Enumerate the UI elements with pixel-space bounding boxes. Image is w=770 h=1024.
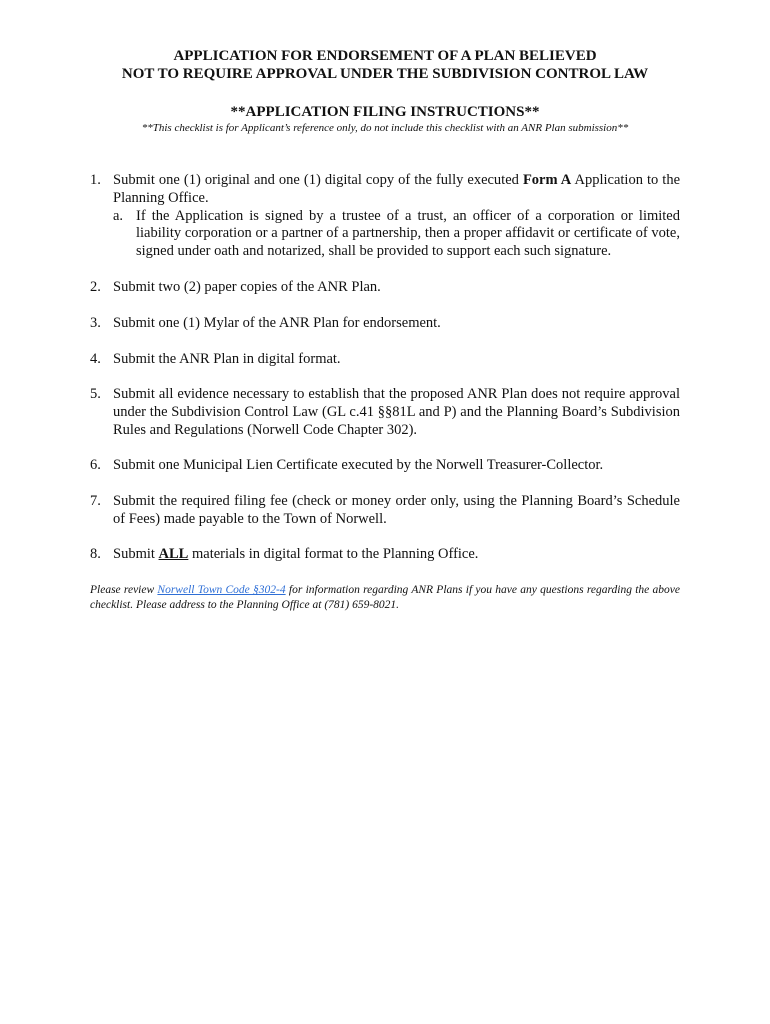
item-number: 6. — [90, 457, 101, 473]
title-line-2: NOT TO REQUIRE APPROVAL UNDER THE SUBDIVISION CONTROL LAW — [121, 66, 649, 82]
document-title — [0, 47, 770, 83]
item-text: Submit the ANR Plan in digital format. — [113, 351, 341, 367]
item-text: Submit two (2) paper copies of the ANR Plan. — [113, 279, 381, 295]
checklist-item-8 — [90, 546, 680, 564]
instructions-heading: **APPLICATION FILING INSTRUCTIONS** — [230, 104, 540, 120]
checklist-subitem-a — [113, 208, 680, 261]
checklist-item-7 — [90, 493, 680, 529]
checklist-item-6 — [90, 457, 680, 475]
title-line-1: APPLICATION FOR ENDORSEMENT OF A PLAN BELIEVED — [173, 48, 597, 64]
checklist-item-2 — [90, 279, 680, 297]
town-code-link[interactable]: Norwell Town Code §302-4 — [157, 584, 286, 596]
item-number: 3. — [90, 315, 101, 331]
all-emphasis: ALL — [158, 546, 189, 562]
item-number: 7. — [90, 493, 101, 509]
item-number: 5. — [90, 386, 101, 402]
checklist-item-3 — [90, 315, 680, 333]
item-number: 1. — [90, 172, 101, 188]
item-number: 2. — [90, 279, 101, 295]
item-text: Submit one (1) Mylar of the ANR Plan for endorsement. — [113, 315, 441, 331]
subitem-letter: a. — [113, 207, 124, 224]
checklist-item-5 — [90, 386, 680, 439]
checklist-item-4 — [90, 351, 680, 369]
reference-note: **This checklist is for Applicant’s reference only, do not include this checklist with an ANR Plan submission** — [141, 122, 629, 134]
footer-note: Please review Norwell Town Code §302-4 for information regarding ANR Plans if you have any questions regarding the above checklist. Please address to the Planning Office at (781) 659-8021. — [90, 584, 680, 611]
form-a-label: Form A — [522, 172, 572, 188]
item-text: Submit one (1) original and one (1) digital copy of the fully executed Form A Application to the Planning Office. — [113, 172, 681, 206]
item-text: Submit the required filing fee (check or money order only, using the Planning Board’s Schedule of Fees) made payable to the Town of Norwell. — [113, 493, 680, 527]
item-number: 4. — [90, 351, 101, 367]
item-text: Submit ALL materials in digital format to the Planning Office. — [113, 546, 479, 562]
item-text: Submit all evidence necessary to establish that the proposed ANR Plan does not require approval under the Subdivision Control Law (GL c.41 §§81L and P) and the Planning Board’s Subdivision Rules and Regulations (Norwell Code Chapter 302). — [113, 386, 680, 438]
subitem-text: If the Application is signed by a trustee of a trust, an officer of a corporation or limited liability corporation or a partner of a partnership, then a proper affidavit or certificate of vote, signed under oath and notarized, shall be provided to support each such signature. — [136, 207, 680, 260]
checklist-item-1 — [90, 172, 680, 261]
item-number: 8. — [90, 546, 101, 562]
item-text: Submit one Municipal Lien Certificate executed by the Norwell Treasurer-Collector. — [113, 457, 604, 473]
